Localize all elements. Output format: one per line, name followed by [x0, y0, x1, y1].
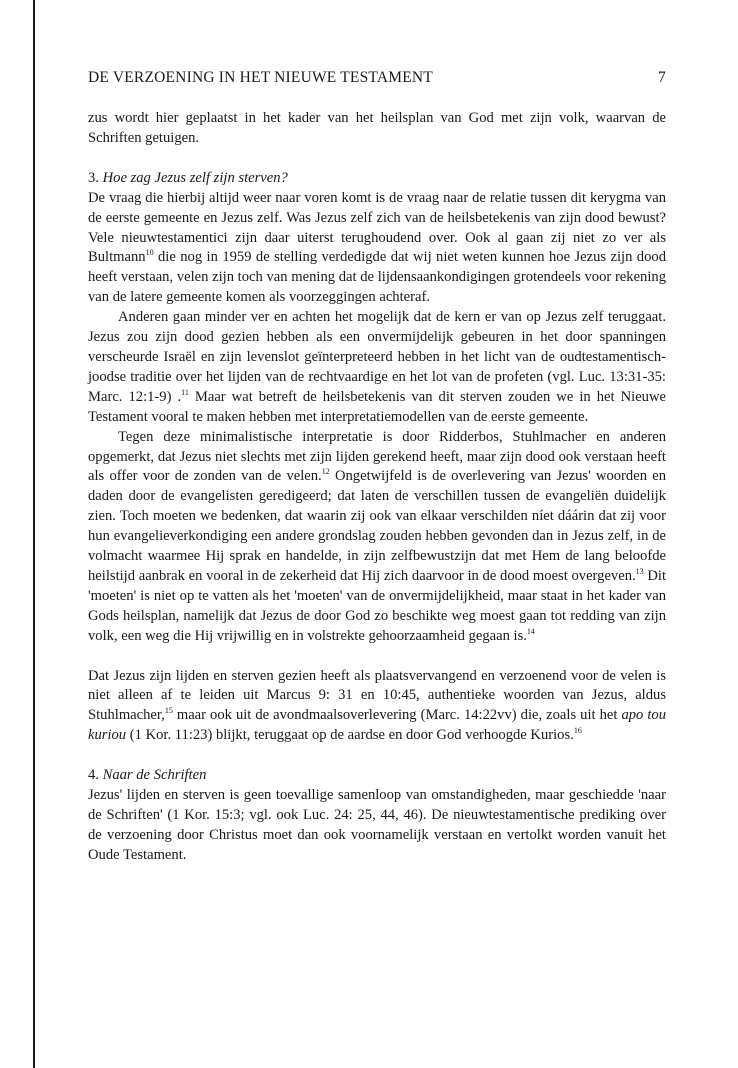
paragraph-2: Anderen gaan minder ver en achten het mogelijk dat de kern er van op Jezus zelf teruggaat. Jezus zou zijn dood gezien hebben als een onvermijdelijk gebeuren in het door spanningen verscheurde Israël en zijn levenslot geïnterpreteerd hebben in het licht van de oudtestamentisch-joodse traditie over het lijden van de rechtvaardige en het lot van de profeten (vgl. Luc. 13:31-35: Marc. 12:1-9) .$^{11}$ Maar wat betreft de heilsbetekenis van dit sterven zouden we in het Nieuwe Testament vooral te maken hebben met interpretatiemodellen van de eerste gemeente. — [88, 309, 666, 425]
paragraph-1: De vraag die hierbij altijd weer naar voren komt is de vraag naar de relatie tussen dit kerygma van de eerste gemeente en Jezus zelf. Was Jezus zelf zich van de heilsbetekenis van zijn dood bewust? Vele nieuwtestamentici zijn daar uiterst terughoudend over. Ook al gaan zij niet zo ver als Bultmann$^{10}$ die nog in 1959 de stelling verdedigde dat wij niet weten kunnen hoe Jezus zijn dood heeft verstaan, velen zijn toch van mening dat de lijdensaankondigingen grotendeels voor rekening van de latere gemeente komen als voorzeggingen achteraf. — [88, 189, 666, 306]
paragraph-4: Dat Jezus zijn lijden en sterven gezien heeft als plaatsvervangend en verzoenend voor de velen is niet alleen af te leiden uit Marcus 9: 31 en 10:45, authentieke woorden van Jezus, aldus Stuhlmacher,$^{15}$ maar ook uit de avondmaalsoverlevering (Marc. 14:22vv) die, zoals uit het apo tou kuriou (1 Kor. 11:23) blijkt, teruggaat op de aardse en door God verhoogde Kurios.$^{16}$ — [88, 667, 666, 744]
footnote-ref-16: 16 — [573, 726, 582, 736]
section-heading-4: 4. Naar de Schriften — [88, 767, 207, 784]
greek-phrase: apo tou kuriou — [88, 707, 666, 744]
page-binding-edge — [33, 0, 35, 1068]
running-header-title: DE VERZOENING IN HET NIEUWE TESTAMENT — [88, 69, 433, 86]
section-heading-3: 3. Hoe zag Jezus zelf zijn sterven? — [88, 169, 288, 186]
page-body — [88, 109, 666, 866]
footnote-ref-14: 14 — [526, 626, 535, 636]
footnote-ref-10: 10 — [145, 248, 154, 258]
page-number: 7 — [658, 69, 666, 86]
footnote-ref-11: 11 — [181, 387, 189, 397]
paragraph-3: Tegen deze minimalistische interpretatie is door Ridderbos, Stuhlmacher en anderen opgemerkt, dat Jezus niet slechts met zijn lijden gerekend heeft, maar zijn dood ook verstaan heeft als offer voor de zonden van de velen.$^{12}$ Ongetwijfeld is de overlevering van Jezus' woorden en daden door de evangelisten geredigeerd; dat laten de verschillen tussen de evangeliën duidelijk zien. Toch moeten we bedenken, dat waarin zij ook van elkaar verschilden níet dáárin dat zij voor hun evangelieverkondiging een andere grondslag zouden hebben gevonden dan in Jezus zelf, in de volmacht waarmee Hij sprak en handelde, in zijn zelfbewustzijn dat met Hem de lang beloofde heilstijd aanbrak en vooral in de zekerheid dat Hij zich daarvoor in de dood moest overgeven.$^{13}$ Dit 'moeten' is niet op te vatten als het 'moeten' van de onvermijdelijkheid, maar staat in het kader van Gods heilsplan, namelijk dat Jezus de door God zo beschikte weg moest gaan tot redding van zijn volk, een weg die Hij vrijwillig en in volstrekte gehoorzaamheid gegaan is.$^{14}$ — [88, 428, 667, 644]
footnote-ref-12: 12 — [321, 467, 330, 477]
paragraph-5: Jezus' lijden en sterven is geen toevallige samenloop van omstandigheden, maar geschiedde 'naar de Schriften' (1 Kor. 15:3; vgl. ook Luc. 24: 25, 44, 46). De nieuwtestamentische prediking over de verzoening door Christus moet dan ook voornamelijk verstaan en vertolkt worden vanuit het Oude Testament. — [88, 787, 666, 863]
footnote-ref-15: 15 — [164, 706, 173, 716]
paragraph-intro: zus wordt hier geplaatst in het kader van het heilsplan van God met zijn volk, waarvan de Schriften getuigen. — [88, 110, 666, 146]
footnote-ref-13: 13 — [635, 567, 644, 577]
running-header — [88, 69, 666, 87]
